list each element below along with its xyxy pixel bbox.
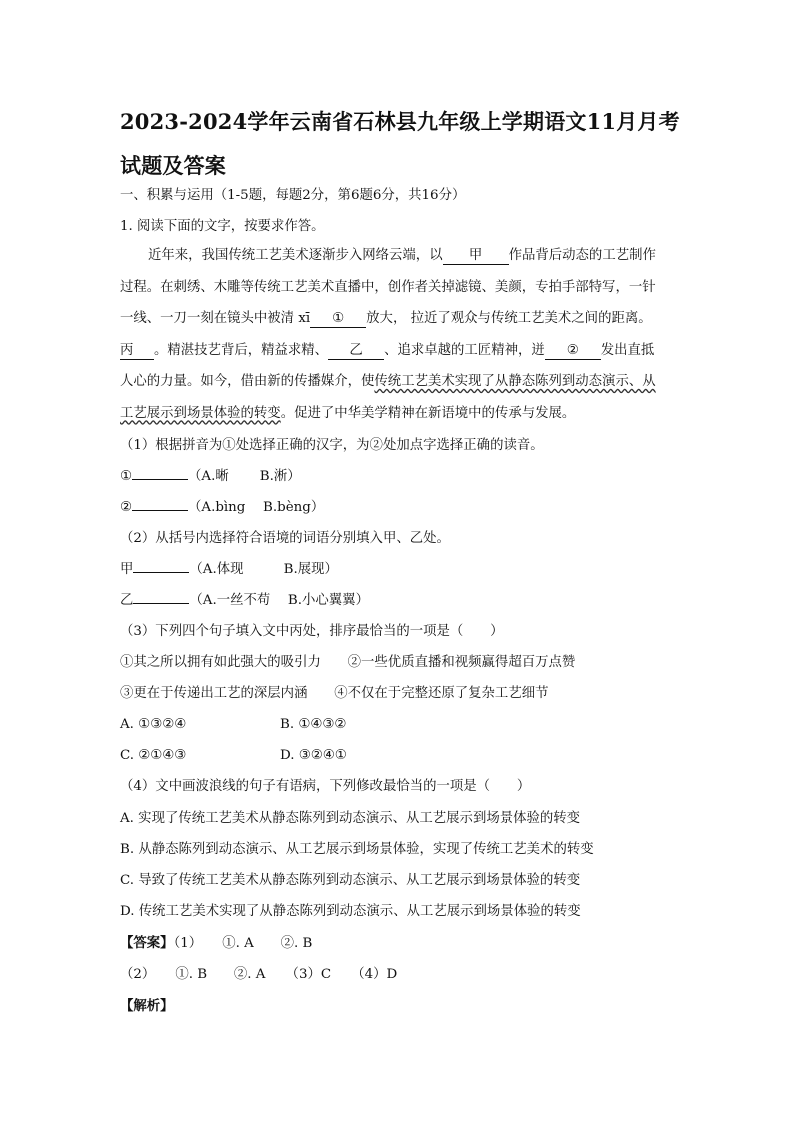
passage-line-5: 人心的力量。如今，借由新的传播媒介，使传统工艺美术实现了从静态陈列到动态演示、从 xyxy=(120,374,656,389)
answer-blank xyxy=(133,572,189,573)
subquestion-3-prompt: （3）下列四个句子填入文中丙处，排序最恰当的一项是（ ） xyxy=(120,624,504,639)
sentence-options-row-1: ①其之所以拥有如此强大的吸引力 ②一些优质直播和视频赢得超百万点赞 xyxy=(120,655,576,670)
subquestion-2-row-2: 乙 （A.一丝不苟 B.小心翼翼） xyxy=(120,593,369,608)
choice-d: D. ③②④① xyxy=(280,748,347,763)
revision-choice-a: A. 实现了传统工艺美术从静态陈列到动态演示、从工艺展示到场景体验的转变 xyxy=(120,811,581,826)
revision-choice-d: D. 传统工艺美术实现了从静态陈列到动态演示、从工艺展示到场景体验的转变 xyxy=(120,904,581,919)
answer-blank xyxy=(132,510,188,511)
subquestion-1-prompt: （1）根据拼音为①处选择正确的汉字，为②处加点字选择正确的读音。 xyxy=(120,438,544,453)
subquestion-4-prompt: （4）文中画波浪线的句子有语病，下列修改最恰当的一项是（ ） xyxy=(120,779,531,794)
blank-1: ① xyxy=(310,311,366,328)
answer-blank xyxy=(133,603,189,604)
sentence-options-row-2: ③更在于传递出工艺的深层内涵 ④不仅在于完整还原了复杂工艺细节 xyxy=(120,686,549,701)
revision-choice-c: C. 导致了传统工艺美术从静态陈列到动态演示、从工艺展示到场景体验的转变 xyxy=(120,873,581,888)
blank-yi: 乙 xyxy=(328,343,384,360)
question-1-stem: 1. 阅读下面的文字，按要求作答。 xyxy=(120,219,325,234)
passage-line-6: 工艺展示到场景体验的转变。促进了中华美学精神在新语境中的传承与发展。 xyxy=(120,405,576,421)
choice-a: A. ①③②④ xyxy=(120,717,187,732)
answer-line-2: （2） ①. B ②. A （3）C （4）D xyxy=(120,967,398,982)
passage-line-2: 过程。在刺绣、木雕等传统工艺美术直播中，创作者关掉滤镜、美颜，专拍手部特写，一针 xyxy=(120,279,656,295)
wavy-sentence-part-1: 传统工艺美术实现了从静态陈列到动态演示、从 xyxy=(374,374,656,389)
blank-bing: 丙 xyxy=(120,343,154,360)
reading-passage xyxy=(120,240,680,429)
answer-label: 【答案】 xyxy=(120,935,174,951)
passage-line-1: 近年来，我国传统工艺美术逐渐步入网络云端，以 甲 作品背后动态的工艺制作 xyxy=(148,248,656,263)
answer-blank xyxy=(132,479,188,480)
wavy-sentence-part-2: 工艺展示到场景体验的转变 xyxy=(120,405,281,421)
revision-choice-b: B. 从静态陈列到动态演示、从工艺展示到场景体验，实现了传统工艺美术的转变 xyxy=(120,842,594,857)
choice-row-1 xyxy=(120,715,346,735)
title-line-1: 2023-2024学年云南省石林县九年级上学期语文11月月考 xyxy=(120,109,680,134)
title-line-2: 试题及答案 xyxy=(120,153,226,178)
subquestion-2-row-1: 甲 （A.体现 B.展现） xyxy=(120,562,338,577)
passage-line-3: 一线、一刀一刻在镜头中被清 xī ① 放大， 拉近了观众与传统工艺美术之间的距离。 xyxy=(120,311,652,326)
choice-c: C. ②①④③ xyxy=(120,748,187,763)
subquestion-2-prompt: （2）从括号内选择符合语境的词语分别填入甲、乙处。 xyxy=(120,531,450,546)
page-title xyxy=(120,100,680,188)
section-heading: 一、积累与运用（1-5题，每题2分，第6题6分，共16分） xyxy=(120,188,466,203)
passage-line-4: 丙 。精湛技艺背后，精益求精、 乙 、追求卓越的工匠精神，迸 ② 发出直抵 xyxy=(120,342,655,358)
blank-jia: 甲 xyxy=(443,248,509,265)
analysis-label: 【解析】 xyxy=(120,998,174,1014)
choice-b: B. ①④③② xyxy=(280,717,347,732)
subquestion-1-row-2: ② （A.bìng B.bèng） xyxy=(120,500,325,515)
answer-line-1: 【答案】（1） ①. A ②. B xyxy=(120,935,313,951)
subquestion-1-row-1: ① （A.晰 B.淅） xyxy=(120,469,301,484)
blank-2: ② xyxy=(545,343,601,360)
choice-row-2 xyxy=(120,746,347,766)
